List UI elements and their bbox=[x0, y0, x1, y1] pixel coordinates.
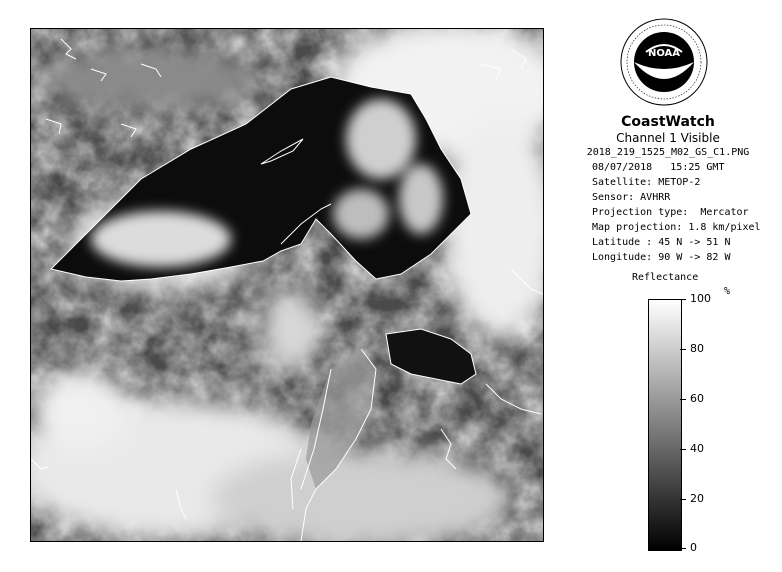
longitude-label: Longitude: 90 W -> 82 W bbox=[592, 252, 731, 263]
sensor-label: Sensor: AVHRR bbox=[592, 192, 671, 203]
noaa-logo bbox=[620, 18, 708, 106]
tick-mark bbox=[680, 449, 686, 450]
legend-title: Reflectance bbox=[632, 272, 699, 283]
tick-label: 60 bbox=[690, 392, 704, 405]
tick-label: 20 bbox=[690, 492, 704, 505]
tick-label: 40 bbox=[690, 442, 704, 455]
product-title: CoastWatch bbox=[621, 114, 715, 130]
tick-mark bbox=[680, 349, 686, 350]
tick-label: 100 bbox=[690, 292, 711, 305]
latitude-label: Latitude : 45 N -> 51 N bbox=[592, 237, 731, 248]
acquisition-time: 15:25 GMT bbox=[670, 162, 725, 173]
satellite-label: Satellite: METOP-2 bbox=[592, 177, 701, 188]
tick-mark bbox=[680, 499, 686, 500]
tick-mark bbox=[680, 548, 686, 549]
logo-text: NOAA bbox=[647, 48, 681, 59]
projection-type-label: Projection type: Mercator bbox=[592, 207, 749, 218]
acquisition-date: 08/07/2018 bbox=[592, 162, 653, 173]
channel-label: Channel 1 Visible bbox=[616, 131, 720, 145]
legend-unit: % bbox=[724, 286, 731, 297]
satellite-imagery bbox=[31, 29, 543, 541]
tick-label: 0 bbox=[690, 541, 697, 554]
acquisition-datetime bbox=[592, 162, 724, 173]
tick-mark bbox=[680, 399, 686, 400]
file-name: 2018_219_1525_M02_GS_C1.PNG bbox=[586, 147, 750, 158]
reflectance-colorbar bbox=[648, 299, 682, 551]
tick-mark bbox=[680, 299, 686, 300]
map-projection-label: Map projection: 1.8 km/pixel bbox=[592, 222, 761, 233]
tick-label: 80 bbox=[690, 342, 704, 355]
satellite-image bbox=[30, 28, 544, 542]
